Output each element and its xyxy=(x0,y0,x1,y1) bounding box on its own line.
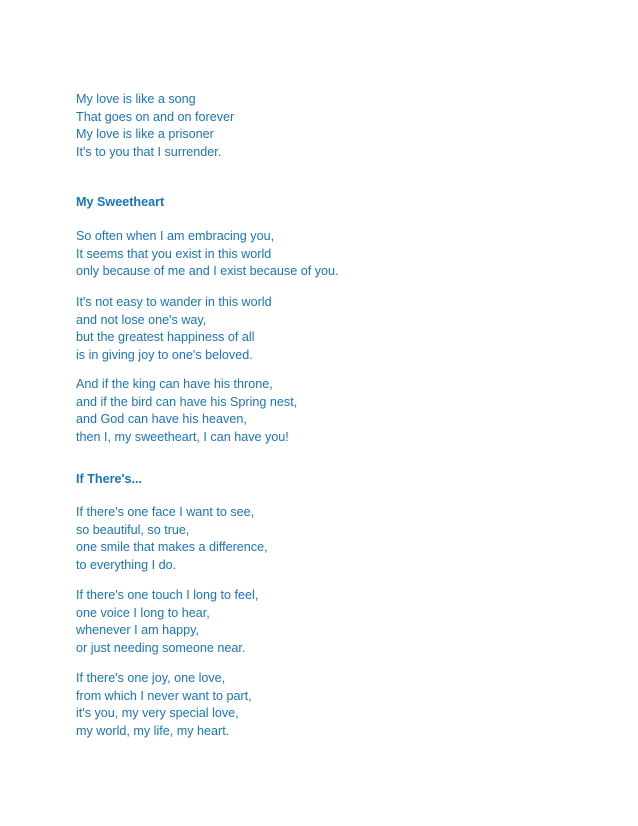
poem-line: one smile that makes a difference, xyxy=(76,540,268,555)
poem-line: my world, my life, my heart. xyxy=(76,723,230,738)
poem-line: It seems that you exist in this world xyxy=(76,246,272,261)
poem-line: and God can have his heaven, xyxy=(76,412,247,427)
poem-line: it's you, my very special love, xyxy=(76,706,239,721)
poem-2-stanza-1 xyxy=(76,228,339,281)
poem-2-stanza-3 xyxy=(76,376,297,446)
poem-3-stanza-1 xyxy=(76,504,268,574)
poem-line: then I, my sweetheart, I can have you! xyxy=(76,429,289,444)
poem-line: and not lose one's way, xyxy=(76,312,207,327)
poem-line: so beautiful, so true, xyxy=(76,522,190,537)
poem-line: If there's one touch I long to feel, xyxy=(76,588,259,602)
poem-line: but the greatest happiness of all xyxy=(76,330,255,345)
poem-line: to everything I do. xyxy=(76,557,177,572)
poem-line: My love is like a prisoner xyxy=(76,127,214,142)
poem-3-stanza-2 xyxy=(76,587,258,657)
poem-line: only because of me and I exist because of you. xyxy=(76,264,339,279)
poem-2-title: My Sweetheart xyxy=(76,195,165,209)
poem-line: one voice I long to hear, xyxy=(76,605,210,620)
poem-line: from which I never want to part, xyxy=(76,688,252,703)
poem-line: or just needing someone near. xyxy=(76,640,246,655)
poem-3-stanza-3 xyxy=(76,670,252,740)
poem-line: and if the bird can have his Spring nest, xyxy=(76,394,298,409)
poem-2-stanza-2 xyxy=(76,294,272,364)
poem-line: If there's one joy, one love, xyxy=(76,671,226,685)
poem-line: That goes on and on forever xyxy=(76,109,235,124)
poem-line: And if the king can have his throne, xyxy=(76,377,273,391)
poem-line: So often when I am embracing you, xyxy=(76,229,275,243)
poem-line: It's to you that I surrender. xyxy=(76,144,222,159)
poem-line: If there's one face I want to see, xyxy=(76,505,255,519)
poem-line: is in giving joy to one's beloved. xyxy=(76,347,253,362)
poem-line: It's not easy to wander in this world xyxy=(76,295,272,309)
poem-1-stanza xyxy=(76,91,234,161)
poem-line: My love is like a song xyxy=(76,92,196,106)
poem-3-title: If There's... xyxy=(76,472,142,486)
poem-line: whenever I am happy, xyxy=(76,623,199,638)
